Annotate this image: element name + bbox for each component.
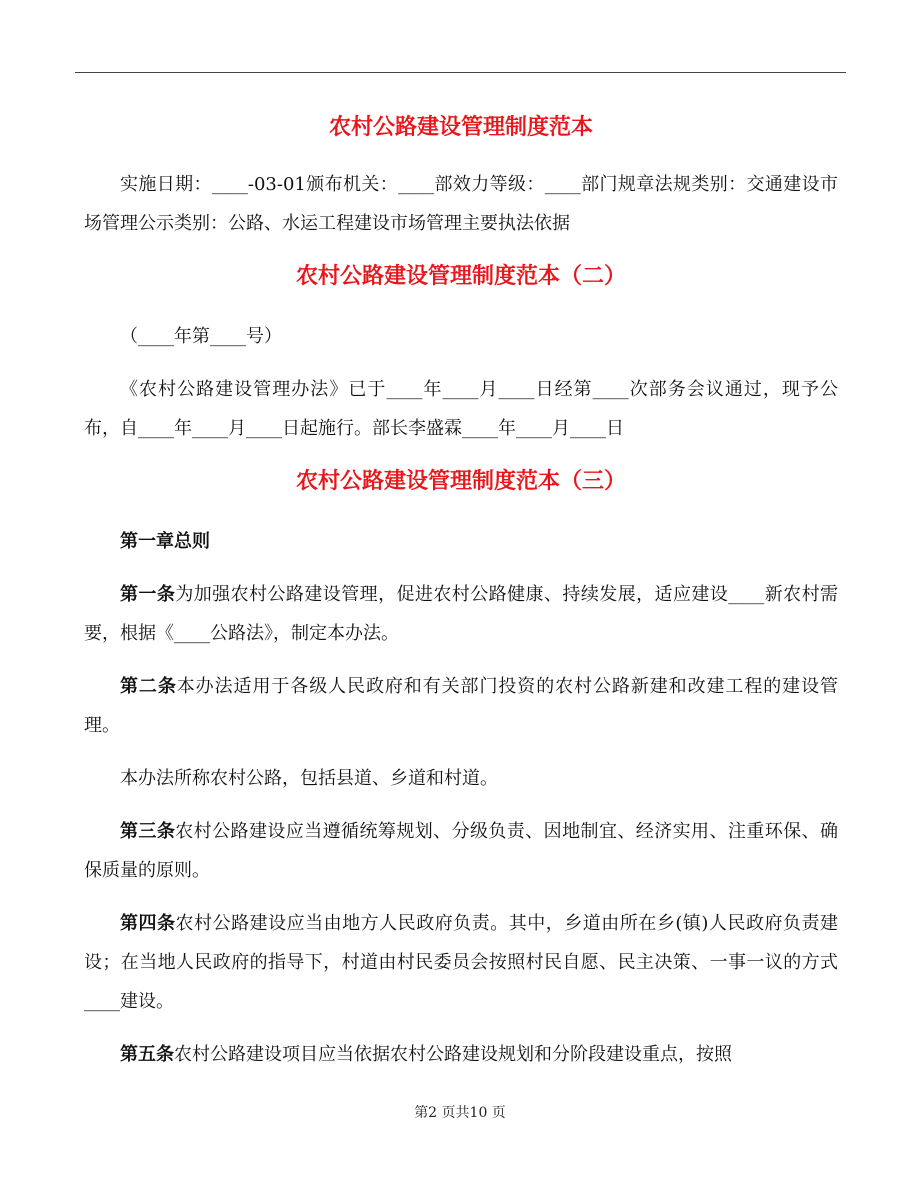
title-2: 农村公路建设管理制度范本（二） [295,263,626,289]
article-1-label: 第一条 [120,584,176,605]
article-1 [84,575,838,653]
title-3: 农村公路建设管理制度范本（三） [295,468,626,494]
article-2-label: 第二条 [120,676,177,697]
header-rule [75,72,846,73]
article-3-label: 第三条 [120,821,176,842]
number-line: （____年第____号） [120,326,282,347]
article-2-scope-text: 本办法所称农村公路，包括县道、乡道和村道。 [120,768,498,789]
article-2-scope [84,759,838,798]
title-1: 农村公路建设管理制度范本 [328,114,593,140]
article-5 [84,1035,838,1074]
article-4-label: 第四条 [120,913,176,934]
document-body [84,100,838,1074]
page-footer: 第2 页共10 页 [414,1105,506,1121]
article-4-text: 农村公路建设应当由地方人民政府负责。其中，乡道由所在乡(镇)人民政府负责建设；在当地人民政府的指导下，村道由村民委员会按照村民自愿、民主决策、一事一议的方式____建设。 [84,913,839,1012]
decree-paragraph: 《农村公路建设管理办法》已于____年____月____日经第____次部务会议通过，现予公布，自____年____月____日起施行。部长李盛霖____年____月____日 [84,379,838,439]
article-5-label: 第五条 [120,1044,174,1065]
article-3-text: 农村公路建设应当遵循统筹规划、分级负责、因地制宜、经济实用、注重环保、确保质量的原则。 [84,821,838,881]
article-2-text: 本办法适用于各级人民政府和有关部门投资的农村公路新建和改建工程的建设管理。 [84,676,839,736]
chapter-heading: 第一章总则 [120,531,210,552]
article-3 [84,812,838,890]
intro-paragraph: 实施日期：____-03-01颁布机关：____部效力等级：____部门规章法规类别：交通建设市场管理公示类别：公路、水运工程建设市场管理主要执法依据 [84,174,838,234]
article-5-text: 农村公路建设项目应当依据农村公路建设规划和分阶段建设重点，按照 [174,1044,732,1065]
article-1-text: 为加强农村公路建设管理，促进农村公路健康、持续发展，适应建设____新农村需要，根据《____公路法》，制定本办法。 [84,584,839,644]
article-2 [84,667,838,745]
article-4 [84,904,838,1021]
